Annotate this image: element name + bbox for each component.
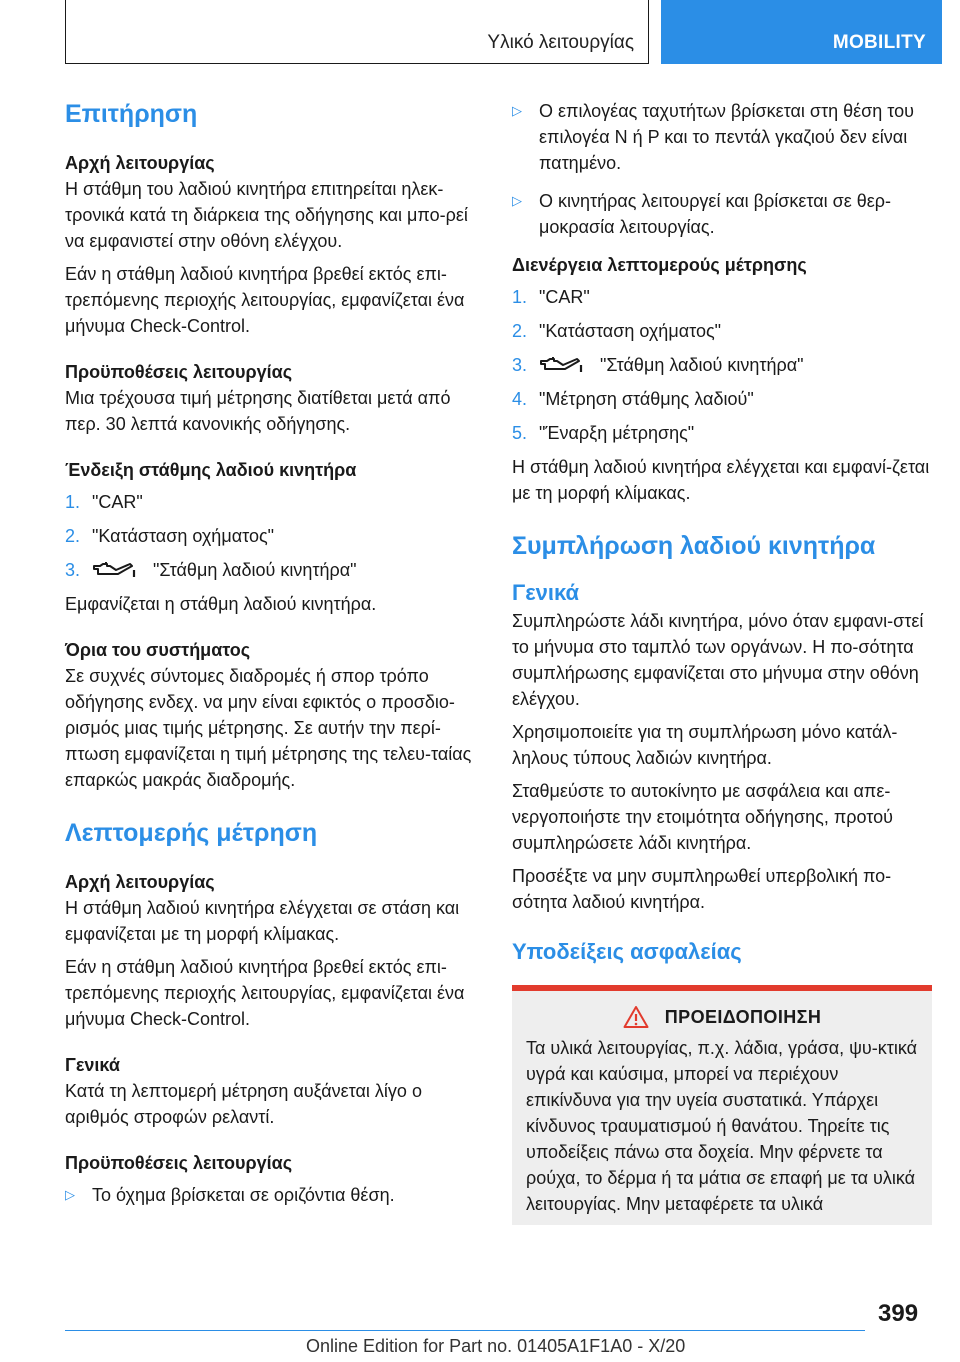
list-item (512, 284, 932, 310)
triangle-right-icon: ▷ (512, 193, 522, 208)
step-number: 1. (512, 287, 528, 307)
heading-prerequisites: Προϋποθέσεις λειτουργίας (65, 362, 293, 382)
page-number: 399 (878, 1300, 919, 1327)
header-frame (65, 0, 649, 64)
steps-list (512, 284, 932, 446)
triangle-right-icon: ▷ (65, 1187, 75, 1202)
step-number: 3. (65, 560, 81, 580)
heading-limits: Όρια του συστήματος (65, 640, 251, 660)
steps-list (65, 489, 485, 583)
heading-principle: Αρχή λειτουργίας (65, 153, 215, 173)
heading-general: Γενικά (512, 580, 580, 605)
chapter-badge (661, 0, 942, 64)
paragraph: Συμπληρώστε λάδι κινητήρα, μόνο όταν εμφανι-στεί το μήνυμα στο ταμπλό των οργάνων. Η πο-σότητα συμπλήρωσης εμφανίζεται στο μήνυμα στην οθόνη ελέγχου. (512, 611, 924, 709)
list-item (65, 1182, 485, 1208)
footer-divider (65, 1330, 865, 1331)
paragraph: Προσέξτε να μην συμπληρωθεί υπερβολική πο-σότητα λαδιού κινητήρα. (512, 866, 892, 912)
step-text: "Έναρξη μέτρησης" (539, 423, 695, 443)
heading-refill-oil: Συμπλήρωση λαδιού κινητήρα (512, 532, 876, 560)
footer-edition: Online Edition for Part no. 01405A1F1A0 - X/20 (306, 1336, 686, 1356)
step-number: 2. (65, 526, 81, 546)
oil-can-icon (539, 356, 589, 374)
paragraph: Εμφανίζεται η στάθμη λαδιού κινητήρα. (65, 594, 377, 614)
list-item (512, 352, 932, 378)
step-text: "CAR" (92, 492, 143, 512)
heading-oil-display: Ένδειξη στάθμης λαδιού κινητήρα (65, 460, 357, 480)
paragraph: Εάν η στάθμη λαδιού κινητήρα βρεθεί εκτός επι-τρεπόμενης περιοχής λειτουργίας, εμφανίζεται ένα μήνυμα Check-Control. (65, 264, 465, 336)
warning-title: ΠΡΟΕΙΔΟΠΟΙΗΣΗ (664, 1006, 822, 1027)
paragraph: Η στάθμη λαδιού κινητήρα ελέγχεται σε στάση και εμφανίζεται με τη μορφή κλίμακας. (65, 898, 460, 944)
paragraph: Χρησιμοποιείτε για τη συμπλήρωση μόνο κατάλ-ληλους τύπους λαδιών κινητήρα. (512, 722, 898, 768)
step-number: 1. (65, 492, 81, 512)
paragraph: Εάν η στάθμη λαδιού κινητήρα βρεθεί εκτός επι-τρεπόμενης περιοχής λειτουργίας, εμφανίζεται ένα μήνυμα Check-Control. (65, 957, 465, 1029)
warning-header (526, 1005, 918, 1029)
bullet-text: Ο επιλογέας ταχυτήτων βρίσκεται στη θέση του επιλογέα N ή P και το πεντάλ γκαζιού δεν είναι πατημένο. (539, 101, 914, 173)
bullet-text: Το όχημα βρίσκεται σε οριζόντια θέση. (92, 1185, 395, 1205)
heading-safety-notes: Υποδείξεις ασφαλείας (512, 939, 742, 964)
heading-perform-measurement: Διενέργεια λεπτομερούς μέτρησης (512, 255, 807, 275)
paragraph: Η στάθμη λαδιού κινητήρα ελέγχεται και εμφανί-ζεται με τη μορφή κλίμακας. (512, 457, 930, 503)
right-column (512, 98, 932, 1225)
list-item (65, 557, 485, 583)
paragraph: Σταθμεύστε το αυτοκίνητο με ασφάλεια και απε-νεργοποιήστε την ετοιμότητα οδήγησης, προτού συμπληρώσετε λάδι κινητήρα. (512, 781, 893, 853)
left-column (65, 98, 485, 1220)
step-number: 3. (512, 355, 528, 375)
heading-monitoring: Επιτήρηση (65, 100, 198, 128)
step-text: "Μέτρηση στάθμης λαδιού" (539, 389, 754, 409)
list-item (512, 318, 932, 344)
step-number: 4. (512, 389, 528, 409)
step-text: "Στάθμη λαδιού κινητήρα" (153, 560, 357, 580)
list-item (512, 98, 932, 176)
list-item (512, 420, 932, 446)
list-item (512, 386, 932, 412)
paragraph: Η στάθμη του λαδιού κινητήρα επιτηρείται ηλεκ-τρονικά κατά τη διάρκεια της οδήγησης και μπο-ρεί να εμφανιστεί στην οθόνη ελέγχου. (65, 179, 468, 251)
step-text: "Κατάσταση οχήματος" (539, 321, 722, 341)
warning-text: Τα υλικά λειτουργίας, π.χ. λάδια, γράσα, ψυ-κτικά υγρά και καύσιμα, μπορεί να περιέχουν επικίνδυνα για την υγεία συστατικά. Υπάρχει κίνδυνος τραυματισμού ή θανάτου. Τηρείτε τις υποδείξεις πάνω στα δοχεία. Μην φέρνετε τα ρούχα, το δέρμα ή τα μάτια σε επαφή με τα υλικά λειτουργίας. Μην μεταφέρετε τα υλικά (526, 1038, 918, 1214)
heading-prerequisites: Προϋποθέσεις λειτουργίας (65, 1153, 293, 1173)
triangle-right-icon: ▷ (512, 103, 522, 118)
paragraph: Μια τρέχουσα τιμή μέτρησης διατίθεται μετά από περ. 30 λεπτά κανονικής οδήγησης. (65, 388, 451, 434)
list-item (65, 523, 485, 549)
heading-detailed-measurement: Λεπτομερής μέτρηση (65, 819, 318, 847)
paragraph: Κατά τη λεπτομερή μέτρηση αυξάνεται λίγο ο αριθμός στροφών ρελαντί. (65, 1081, 422, 1127)
chapter-badge-label: MOBILITY (832, 32, 926, 53)
list-item (65, 489, 485, 515)
step-number: 5. (512, 423, 528, 443)
heading-principle: Αρχή λειτουργίας (65, 872, 215, 892)
bullet-list (512, 98, 932, 240)
bullet-list (65, 1182, 485, 1208)
oil-can-icon (92, 561, 142, 579)
step-number: 2. (512, 321, 528, 341)
warning-triangle-icon (623, 1005, 649, 1029)
paragraph: Σε συχνές σύντομες διαδρομές ή σπορ τρόπο οδήγησης ενδεχ. να μην είναι εφικτός ο προσδιο-ρισμός μιας τιμής μέτρησης. Σε αυτήν την περί-πτωση εμφανίζεται η τιμή μέτρησης της τελευ-ταίας επαρκώς μακράς διαδρομής. (65, 666, 472, 790)
section-title: Υλικό λειτουργίας (487, 32, 634, 53)
heading-general: Γενικά (65, 1055, 120, 1075)
step-text: "CAR" (539, 287, 590, 307)
step-text: "Στάθμη λαδιού κινητήρα" (600, 355, 804, 375)
warning-box (512, 985, 932, 1225)
step-text: "Κατάσταση οχήματος" (92, 526, 275, 546)
list-item (512, 188, 932, 240)
bullet-text: Ο κινητήρας λειτουργεί και βρίσκεται σε θερ-μοκρασία λειτουργίας. (539, 191, 892, 237)
